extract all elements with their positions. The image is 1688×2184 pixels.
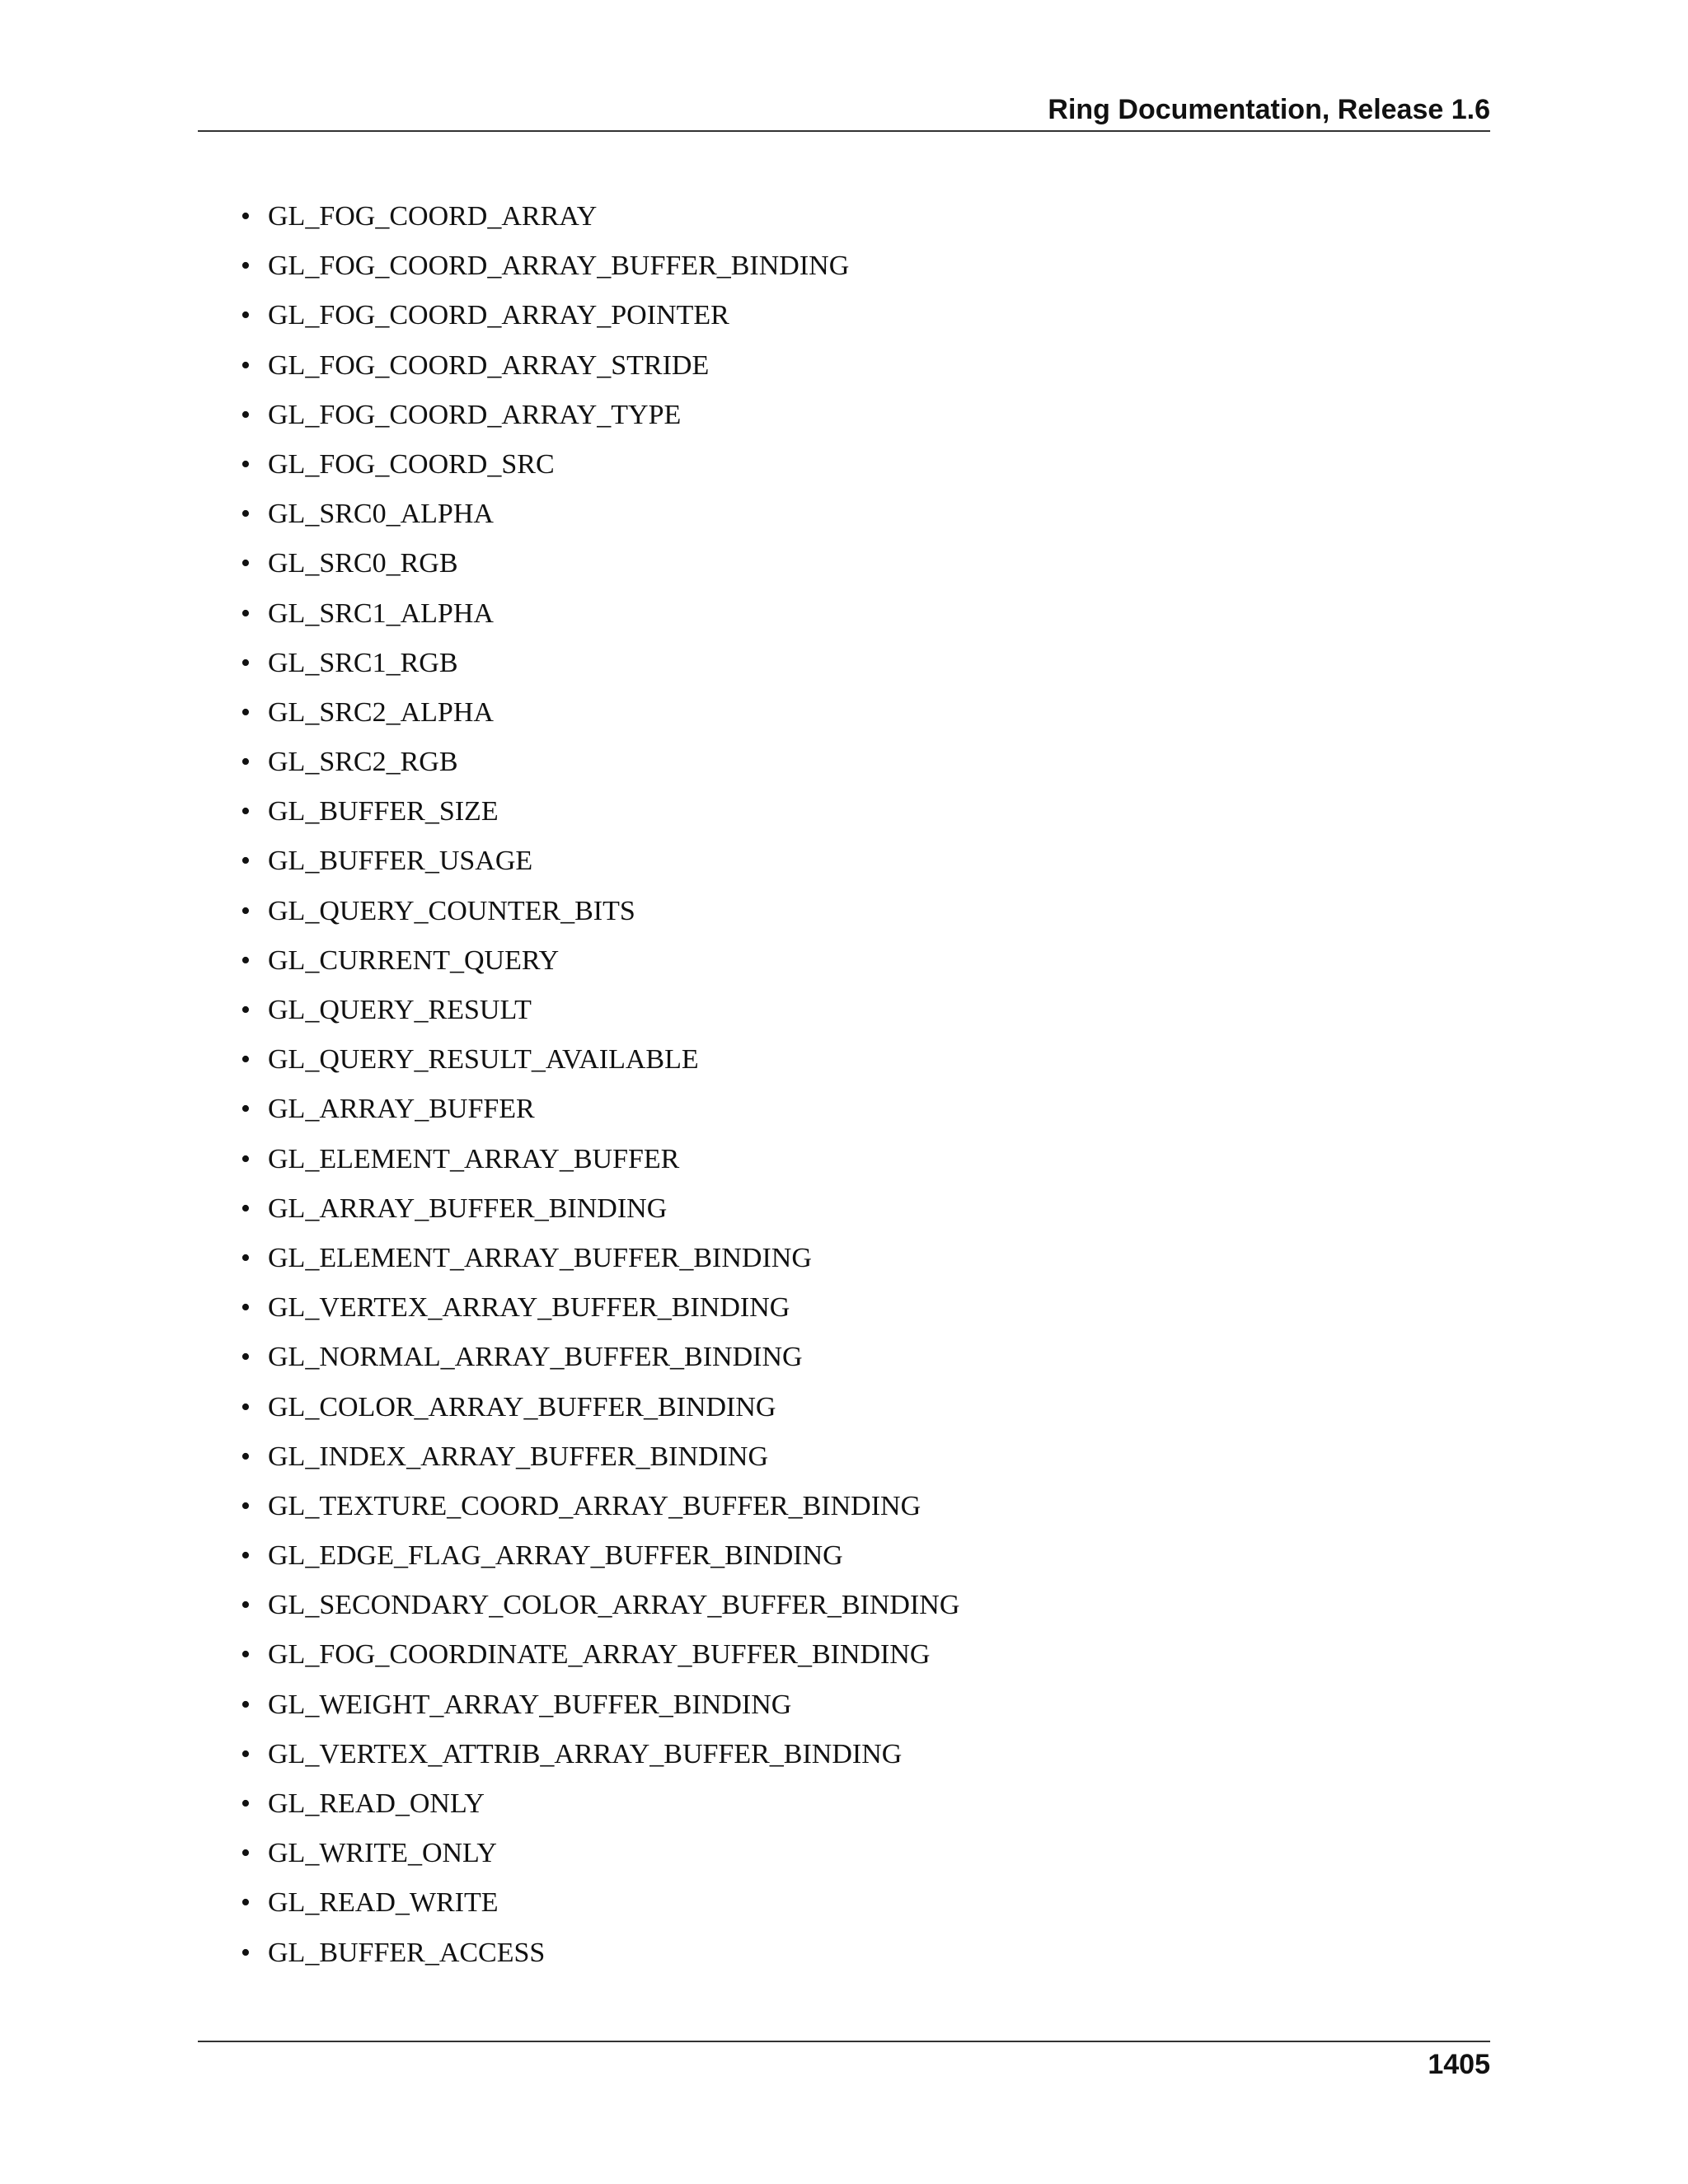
bullet-icon: • (241, 201, 251, 232)
list-item (0, 196, 959, 246)
list-item (0, 990, 959, 1039)
bullet-icon: • (241, 846, 251, 877)
bullet-icon: • (241, 448, 251, 480)
constant-name: GL_VERTEX_ARRAY_BUFFER_BINDING (268, 1292, 790, 1324)
bullet-icon: • (241, 647, 251, 678)
running-header: Ring Documentation, Release 1.6 (1048, 94, 1490, 125)
bullet-icon: • (241, 1391, 251, 1422)
constant-name: GL_FOG_COORD_ARRAY_BUFFER_BINDING (268, 251, 850, 282)
constant-name: GL_EDGE_FLAG_ARRAY_BUFFER_BINDING (268, 1540, 843, 1572)
list-item (0, 1535, 959, 1585)
bullet-icon: • (241, 1639, 251, 1671)
list-item (0, 1933, 959, 1982)
list-item (0, 1833, 959, 1882)
bullet-icon: • (241, 1094, 251, 1125)
list-item (0, 345, 959, 395)
constant-name: GL_SRC1_ALPHA (268, 598, 494, 629)
constant-name: GL_READ_WRITE (268, 1887, 499, 1919)
constant-name: GL_ELEMENT_ARRAY_BUFFER_BINDING (268, 1242, 812, 1273)
list-item (0, 444, 959, 494)
constant-name: GL_READ_ONLY (268, 1788, 485, 1819)
constant-name: GL_BUFFER_ACCESS (268, 1937, 546, 1968)
constant-name: GL_FOG_COORD_ARRAY_STRIDE (268, 349, 710, 381)
constant-name: GL_TEXTURE_COORD_ARRAY_BUFFER_BINDING (268, 1490, 921, 1521)
list-item (0, 295, 959, 344)
constant-name: GL_FOG_COORD_ARRAY_TYPE (268, 399, 682, 430)
constant-name: GL_SRC0_ALPHA (268, 499, 494, 530)
list-item (0, 593, 959, 643)
bullet-icon: • (241, 598, 251, 629)
bullet-icon: • (241, 1887, 251, 1919)
list-item (0, 791, 959, 841)
list-item (0, 1634, 959, 1684)
list-item (0, 1882, 959, 1932)
constant-name: GL_INDEX_ARRAY_BUFFER_BINDING (268, 1441, 769, 1472)
list-item (0, 1685, 959, 1734)
list-item (0, 742, 959, 791)
constant-name: GL_FOG_COORD_ARRAY_POINTER (268, 300, 729, 331)
constant-name: GL_VERTEX_ATTRIB_ARRAY_BUFFER_BINDING (268, 1738, 903, 1769)
constant-name: GL_NORMAL_ARRAY_BUFFER_BINDING (268, 1342, 803, 1373)
bullet-icon: • (241, 895, 251, 926)
bullet-icon: • (241, 1292, 251, 1324)
constant-name: GL_FOG_COORD_SRC (268, 448, 555, 480)
bullet-icon: • (241, 399, 251, 430)
list-item (0, 1387, 959, 1436)
constant-name: GL_BUFFER_SIZE (268, 796, 499, 827)
footer-divider (198, 2041, 1490, 2042)
list-item (0, 1089, 959, 1138)
bullet-icon: • (241, 1738, 251, 1769)
constant-name: GL_WRITE_ONLY (268, 1838, 497, 1869)
page-number: 1405 (1428, 2049, 1490, 2080)
bullet-icon: • (241, 944, 251, 976)
list-item (0, 692, 959, 742)
bullet-icon: • (241, 349, 251, 381)
bullet-icon: • (241, 1143, 251, 1174)
constant-name: GL_CURRENT_QUERY (268, 944, 560, 976)
constant-name: GL_SRC2_RGB (268, 747, 458, 778)
constant-name: GL_QUERY_RESULT (268, 995, 532, 1025)
bullet-icon: • (241, 548, 251, 579)
bullet-icon: • (241, 1044, 251, 1076)
constant-name: GL_SECONDARY_COLOR_ARRAY_BUFFER_BINDING (268, 1590, 960, 1621)
list-item (0, 643, 959, 692)
bullet-icon: • (241, 1242, 251, 1273)
constant-name: GL_BUFFER_USAGE (268, 846, 533, 877)
list-item (0, 1188, 959, 1238)
bullet-icon: • (241, 1788, 251, 1819)
bullet-icon: • (241, 251, 251, 282)
bullet-icon: • (241, 995, 251, 1025)
header-divider (198, 130, 1490, 132)
bullet-icon: • (241, 1689, 251, 1720)
constant-name: GL_SRC0_RGB (268, 548, 458, 579)
bullet-icon: • (241, 1441, 251, 1472)
list-item (0, 543, 959, 593)
constant-name: GL_QUERY_COUNTER_BITS (268, 895, 635, 926)
list-item (0, 891, 959, 940)
list-item (0, 1139, 959, 1188)
constant-name: GL_SRC2_ALPHA (268, 696, 494, 728)
constant-name: GL_ARRAY_BUFFER (268, 1094, 535, 1125)
bullet-icon: • (241, 300, 251, 331)
bullet-icon: • (241, 1342, 251, 1373)
list-item (0, 940, 959, 990)
bullet-icon: • (241, 696, 251, 728)
bullet-icon: • (241, 796, 251, 827)
bullet-icon: • (241, 1590, 251, 1621)
list-item (0, 1585, 959, 1634)
bullet-icon: • (241, 747, 251, 778)
list-item (0, 246, 959, 295)
list-item (0, 1486, 959, 1535)
constant-name: GL_COLOR_ARRAY_BUFFER_BINDING (268, 1391, 776, 1422)
bullet-icon: • (241, 1490, 251, 1521)
bullet-icon: • (241, 1193, 251, 1224)
constant-name: GL_FOG_COORD_ARRAY (268, 201, 598, 232)
bullet-icon: • (241, 1937, 251, 1968)
constant-name: GL_ARRAY_BUFFER_BINDING (268, 1193, 668, 1224)
constant-name: GL_SRC1_RGB (268, 647, 458, 678)
list-item (0, 1436, 959, 1486)
constant-list (0, 196, 959, 1982)
constant-name: GL_ELEMENT_ARRAY_BUFFER (268, 1143, 680, 1174)
constant-name: GL_QUERY_RESULT_AVAILABLE (268, 1044, 699, 1076)
list-item (0, 1039, 959, 1089)
list-item (0, 1238, 959, 1287)
list-item (0, 395, 959, 444)
constant-name: GL_WEIGHT_ARRAY_BUFFER_BINDING (268, 1689, 792, 1720)
list-item (0, 1783, 959, 1833)
constant-name: GL_FOG_COORDINATE_ARRAY_BUFFER_BINDING (268, 1639, 931, 1671)
list-item (0, 1287, 959, 1337)
list-item (0, 841, 959, 890)
bullet-icon: • (241, 1540, 251, 1572)
list-item (0, 494, 959, 543)
list-item (0, 1734, 959, 1783)
bullet-icon: • (241, 1838, 251, 1869)
list-item (0, 1337, 959, 1386)
bullet-icon: • (241, 499, 251, 530)
